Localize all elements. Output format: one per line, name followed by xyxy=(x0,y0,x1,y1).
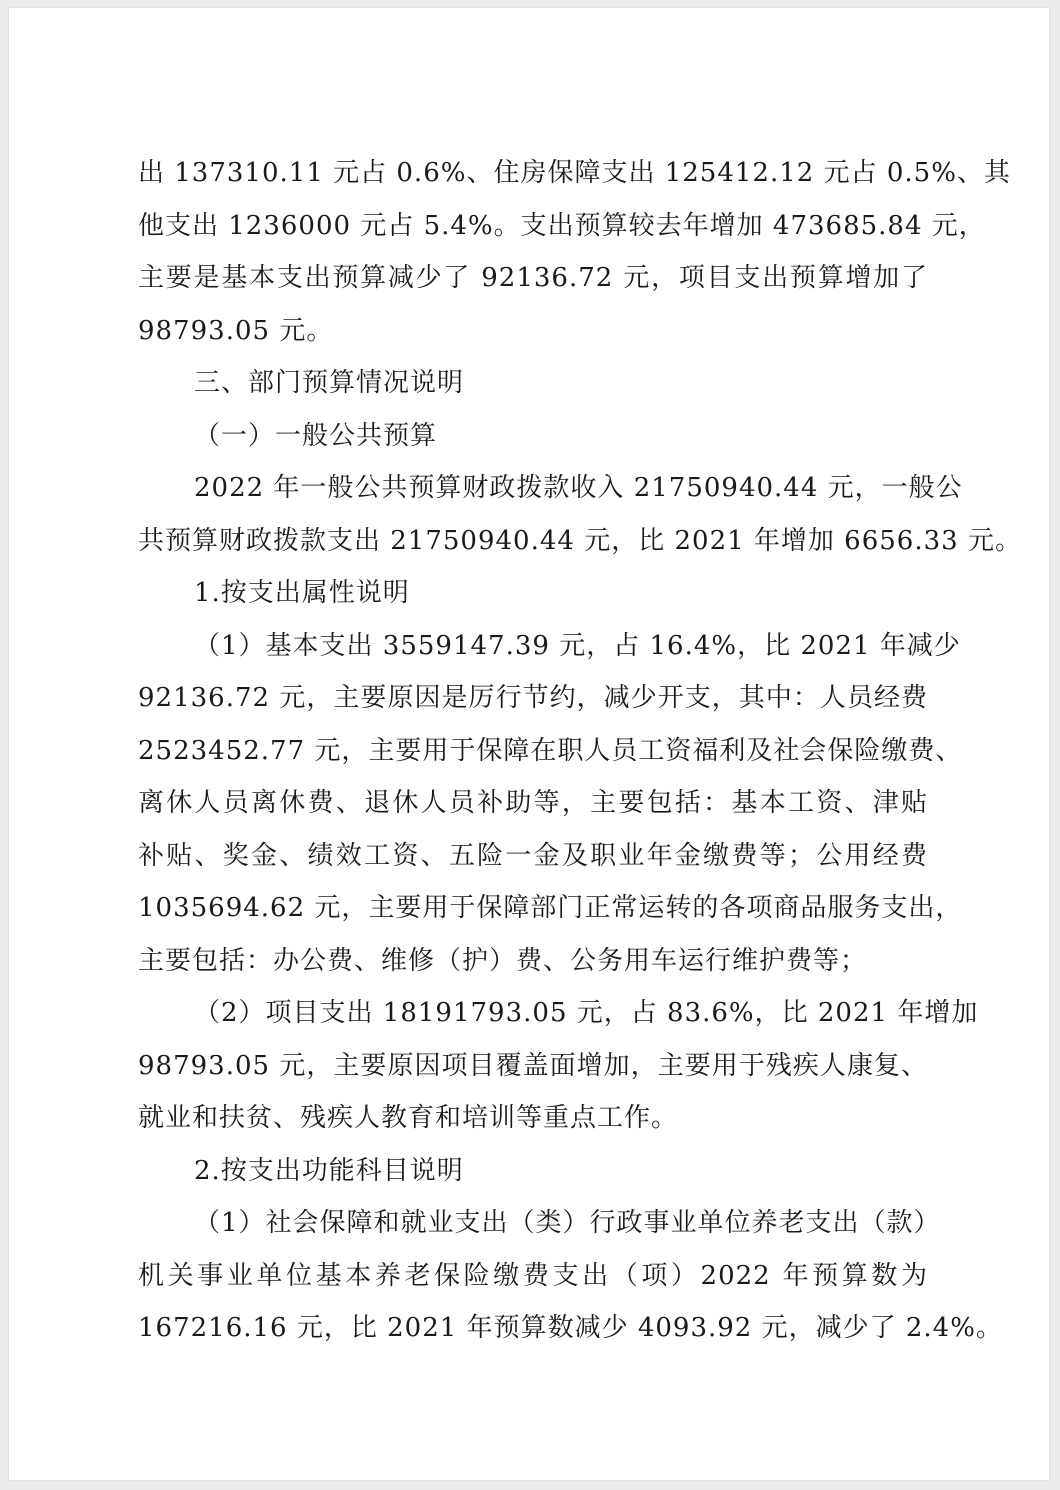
item-heading: 1.按支出属性说明 xyxy=(194,578,410,608)
text-line: 出 137310.11 元占 0.6%、住房保障支出 125412.12 元占 0.5%、其 xyxy=(138,158,1011,188)
document-page xyxy=(9,8,1049,1480)
text-line: 92136.72 元，主要原因是厉行节约，减少开支，其中：人员经费 xyxy=(138,683,928,713)
text-line: 主要包括：办公费、维修（护）费、公务用车运行维护费等； xyxy=(138,945,868,976)
text-line: 补贴、奖金、绩效工资、五险一金及职业年金缴费等；公用经费 xyxy=(138,840,928,871)
text-line: 共预算财政拨款支出 21750940.44 元，比 2021 年增加 6656.33 元。 xyxy=(138,525,1022,556)
text-line: 离休人员离休费、退休人员补助等，主要包括：基本工资、津贴 xyxy=(138,788,928,818)
text-line: 98793.05 元，主要原因项目覆盖面增加，主要用于残疾人康复、 xyxy=(138,1050,928,1081)
text-line: 2022 年一般公共预算财政拨款收入 21750940.44 元，一般公 xyxy=(194,473,963,503)
text-line: （2）项目支出 18191793.05 元，占 83.6%，比 2021 年增加 xyxy=(194,998,979,1028)
text-line: （1）社会保障和就业支出（类）行政事业单位养老支出（款） xyxy=(194,1208,941,1238)
text-line: 2523452.77 元，主要用于保障在职人员工资福利及社会保险缴费、 xyxy=(138,735,963,766)
text-line: 1035694.62 元，主要用于保障部门正常运转的各项商品服务支出， xyxy=(138,893,963,923)
text-line: 他支出 1236000 元占 5.4%。支出预算较去年增加 473685.84 元， xyxy=(138,210,986,241)
item-heading: 2.按支出功能科目说明 xyxy=(194,1155,464,1186)
text-line: （1）基本支出 3559147.39 元，占 16.4%，比 2021 年减少 xyxy=(194,630,961,661)
text-line: 机关事业单位基本养老保险缴费支出（项）2022 年预算数为 xyxy=(138,1260,928,1291)
text-line: 就业和扶贫、残疾人教育和培训等重点工作。 xyxy=(138,1103,679,1133)
subsection-heading: （一）一般公共预算 xyxy=(194,420,438,451)
text-line: 98793.05 元。 xyxy=(138,315,334,346)
section-heading: 三、部门预算情况说明 xyxy=(194,368,465,398)
document-body xyxy=(138,147,1022,1355)
text-line: 主要是基本支出预算减少了 92136.72 元，项目支出预算增加了 xyxy=(138,263,928,293)
text-line: 167216.16 元，比 2021 年预算数减少 4093.92 元，减少了 2.4%。 xyxy=(138,1313,1003,1343)
